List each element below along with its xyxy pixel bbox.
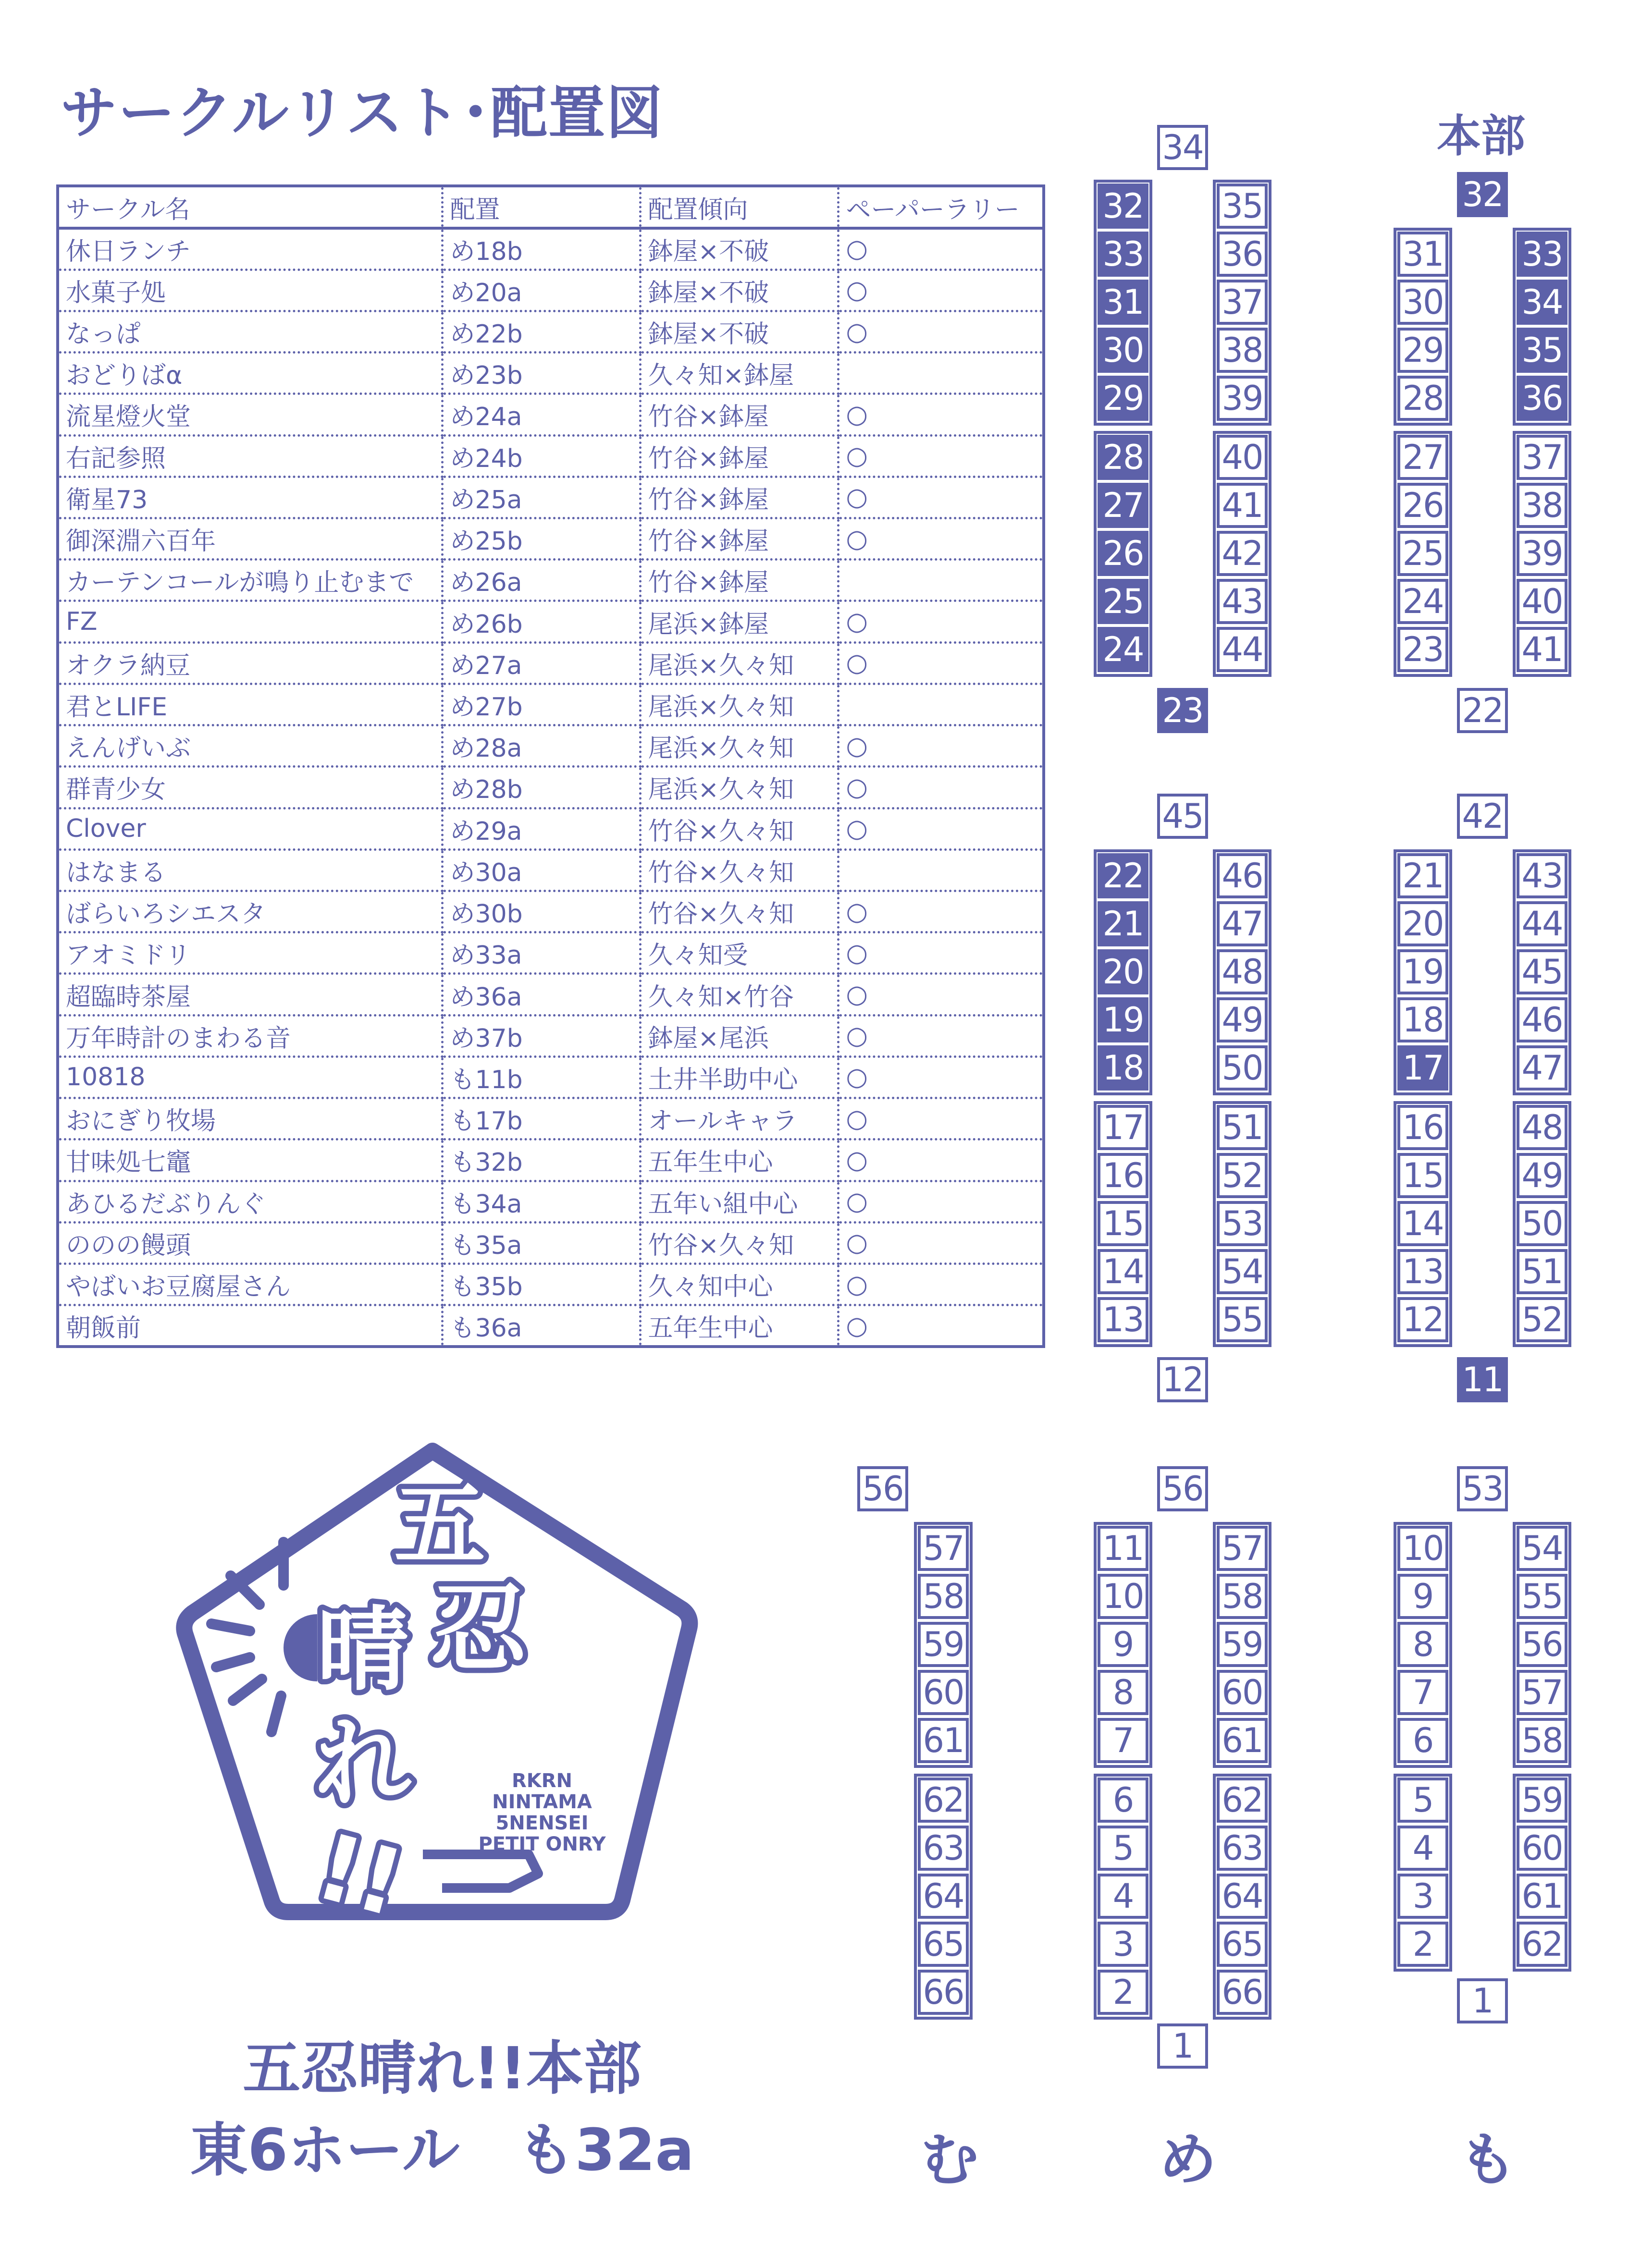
row-pairing: 鉢屋×不破 (640, 270, 838, 311)
logo (173, 1432, 730, 1984)
row-placement: め25a (442, 477, 640, 518)
row-placement: も35a (442, 1222, 640, 1263)
booth-me-upper-31: 31 (1098, 280, 1148, 325)
row-circle-name: 御深淵六百年 (58, 518, 442, 560)
row-paper-rally: ○ (838, 932, 1044, 974)
row-placement: め28b (442, 767, 640, 808)
booth-me-lower-5: 5 (1098, 1826, 1148, 1871)
booth-me-upper-25: 25 (1098, 579, 1148, 624)
row-placement: め22b (442, 311, 640, 352)
row-circle-name: えんげいぶ (58, 725, 442, 767)
row-paper-rally: ○ (838, 477, 1044, 518)
table-row (58, 270, 1044, 311)
row-circle-name: やばいお豆腐屋さん (58, 1263, 442, 1305)
booth-mu-lower-56: 56 (857, 1466, 908, 1511)
booth-me-middle-51: 51 (1217, 1105, 1268, 1150)
table-row (58, 1181, 1044, 1222)
row-paper-rally: ○ (838, 601, 1044, 642)
row-circle-name: アオミドリ (58, 932, 442, 974)
row-placement: め24b (442, 435, 640, 477)
booth-mo-lower-8: 8 (1397, 1622, 1448, 1667)
row-pairing: 鉢屋×不破 (640, 311, 838, 352)
booth-mo-lower-1: 1 (1457, 1978, 1508, 2023)
booth-mo-middle-47: 47 (1517, 1045, 1567, 1091)
booth-me-lower-59: 59 (1217, 1622, 1268, 1667)
row-paper-rally: ○ (838, 1263, 1044, 1305)
booth-mo-lower-5: 5 (1397, 1778, 1448, 1823)
booth-me-middle-18: 18 (1098, 1045, 1148, 1091)
booth-me-upper-41: 41 (1217, 483, 1268, 528)
header-paper-rally: ペーパーラリー (838, 186, 1044, 228)
booth-me-lower-11: 11 (1098, 1526, 1148, 1571)
booth-mo-lower-54: 54 (1517, 1526, 1567, 1571)
table-row (58, 311, 1044, 352)
booth-mo-lower-57: 57 (1517, 1670, 1567, 1715)
booth-me-middle-19: 19 (1098, 997, 1148, 1042)
booth-me-lower-65: 65 (1217, 1922, 1268, 1967)
table-row (58, 1140, 1044, 1181)
booth-mo-upper-31: 31 (1397, 232, 1448, 277)
booth-mu-lower-61: 61 (918, 1718, 969, 1763)
booth-mo-upper-36: 36 (1517, 376, 1567, 421)
table-row (58, 1098, 1044, 1140)
row-circle-name: 衛星73 (58, 477, 442, 518)
row-paper-rally: ○ (838, 311, 1044, 352)
table-row (58, 974, 1044, 1015)
row-placement: め20a (442, 270, 640, 311)
row-paper-rally (838, 849, 1044, 891)
row-pairing: 竹谷×久々知 (640, 891, 838, 932)
booth-mo-upper-26: 26 (1397, 483, 1448, 528)
booth-me-lower-9: 9 (1098, 1622, 1148, 1667)
row-placement: も32b (442, 1140, 640, 1181)
table-row (58, 394, 1044, 435)
booth-me-upper-32: 32 (1098, 184, 1148, 229)
booth-mo-middle-46: 46 (1517, 997, 1567, 1042)
booth-me-middle-47: 47 (1217, 901, 1268, 946)
booth-me-middle-53: 53 (1217, 1201, 1268, 1246)
row-pairing: 竹谷×鉢屋 (640, 477, 838, 518)
row-pairing: 尾浜×久々知 (640, 725, 838, 767)
row-pairing: 竹谷×鉢屋 (640, 435, 838, 477)
row-pairing: 尾浜×久々知 (640, 684, 838, 725)
row-placement: も34a (442, 1181, 640, 1222)
row-circle-name: あひるだぶりんぐ (58, 1181, 442, 1222)
booth-mo-middle-12: 12 (1397, 1297, 1448, 1342)
booth-me-upper-44: 44 (1217, 627, 1268, 672)
row-placement: も11b (442, 1056, 640, 1098)
header-pairing: 配置傾向 (640, 186, 838, 228)
booth-mo-middle-18: 18 (1397, 997, 1448, 1042)
booth-me-middle-12: 12 (1157, 1357, 1208, 1402)
booth-mo-lower-10: 10 (1397, 1526, 1448, 1571)
row-placement: め27a (442, 642, 640, 684)
booth-mo-middle-15: 15 (1397, 1153, 1448, 1198)
row-pairing: 鉢屋×尾浜 (640, 1015, 838, 1056)
row-paper-rally: ○ (838, 1056, 1044, 1098)
booth-me-lower-10: 10 (1098, 1574, 1148, 1619)
booth-me-middle-14: 14 (1098, 1249, 1148, 1294)
booth-me-upper-30: 30 (1098, 328, 1148, 373)
booth-mo-upper-30: 30 (1397, 280, 1448, 325)
booth-mo-upper-23: 23 (1397, 627, 1448, 672)
row-placement: め28a (442, 725, 640, 767)
booth-mo-upper-40: 40 (1517, 579, 1567, 624)
table-row (58, 932, 1044, 974)
row-pairing: 竹谷×鉢屋 (640, 394, 838, 435)
column-label-mo: も (1459, 2127, 1517, 2194)
logo-exclaim: !! (306, 1813, 414, 1937)
booth-me-lower-63: 63 (1217, 1826, 1268, 1871)
booth-mo-upper-39: 39 (1517, 531, 1567, 576)
booth-me-middle-13: 13 (1098, 1297, 1148, 1342)
booth-mo-upper-25: 25 (1397, 531, 1448, 576)
booth-me-middle-20: 20 (1098, 949, 1148, 994)
row-circle-name: 水菓子処 (58, 270, 442, 311)
row-placement: め30a (442, 849, 640, 891)
booth-mo-lower-53: 53 (1457, 1466, 1508, 1511)
row-placement: め24a (442, 394, 640, 435)
sun-half-disc (284, 1614, 317, 1681)
logo-sub-line-4: PETIT ONRY (478, 1833, 606, 1855)
row-pairing: 五年生中心 (640, 1140, 838, 1181)
row-pairing: 鉢屋×不破 (640, 228, 838, 270)
row-circle-name: ばらいろシエスタ (58, 891, 442, 932)
booth-mo-middle-11: 11 (1457, 1357, 1508, 1402)
row-circle-name: ののの饅頭 (58, 1222, 442, 1263)
row-pairing: 五年い組中心 (640, 1181, 838, 1222)
booth-me-lower-8: 8 (1098, 1670, 1148, 1715)
row-paper-rally: ○ (838, 642, 1044, 684)
row-pairing: 土井半助中心 (640, 1056, 838, 1098)
row-placement: め37b (442, 1015, 640, 1056)
logo-char-go: 五 (394, 1472, 486, 1578)
row-paper-rally: ○ (838, 808, 1044, 849)
booth-me-lower-56: 56 (1157, 1466, 1208, 1511)
page-title: サークルリスト･配置図 (61, 80, 664, 146)
booth-mo-middle-48: 48 (1517, 1105, 1567, 1150)
row-placement: め33a (442, 932, 640, 974)
booth-mo-lower-59: 59 (1517, 1778, 1567, 1823)
booth-me-middle-21: 21 (1098, 901, 1148, 946)
booth-me-upper-42: 42 (1217, 531, 1268, 576)
row-paper-rally (838, 684, 1044, 725)
row-pairing: 久々知中心 (640, 1263, 838, 1305)
row-paper-rally: ○ (838, 518, 1044, 560)
booth-me-lower-57: 57 (1217, 1526, 1268, 1571)
row-placement: め29a (442, 808, 640, 849)
row-circle-name: おどりばα (58, 353, 442, 394)
row-circle-name: はなまる (58, 849, 442, 891)
booth-mo-middle-52: 52 (1517, 1297, 1567, 1342)
booth-me-middle-55: 55 (1217, 1297, 1268, 1342)
booth-me-lower-60: 60 (1217, 1670, 1268, 1715)
booth-mu-lower-65: 65 (918, 1922, 969, 1967)
booth-me-lower-4: 4 (1098, 1874, 1148, 1919)
table-row (58, 767, 1044, 808)
booth-mo-lower-3: 3 (1397, 1874, 1448, 1919)
booth-me-middle-15: 15 (1098, 1201, 1148, 1246)
booth-mo-upper-29: 29 (1397, 328, 1448, 373)
booth-me-lower-1: 1 (1157, 2023, 1208, 2069)
booth-mo-middle-49: 49 (1517, 1153, 1567, 1198)
booth-me-middle-22: 22 (1098, 853, 1148, 898)
row-circle-name: オクラ納豆 (58, 642, 442, 684)
row-circle-name: Clover (58, 808, 442, 849)
logo-char-nin: 忍 (430, 1573, 527, 1685)
booth-mu-lower-63: 63 (918, 1826, 969, 1871)
booth-mu-lower-59: 59 (918, 1622, 969, 1667)
booth-mo-middle-19: 19 (1397, 949, 1448, 994)
booth-mo-lower-56: 56 (1517, 1622, 1567, 1667)
row-pairing: 竹谷×久々知 (640, 1222, 838, 1263)
booth-me-lower-62: 62 (1217, 1778, 1268, 1823)
row-placement: め25b (442, 518, 640, 560)
table-row (58, 684, 1044, 725)
row-pairing: 尾浜×久々知 (640, 767, 838, 808)
booth-mo-upper-28: 28 (1397, 376, 1448, 421)
row-pairing: 尾浜×鉢屋 (640, 601, 838, 642)
row-pairing: 尾浜×久々知 (640, 642, 838, 684)
logo-char-re: れ (314, 1708, 411, 1820)
booth-mo-upper-35: 35 (1517, 328, 1567, 373)
table-row (58, 353, 1044, 394)
booth-me-middle-16: 16 (1098, 1153, 1148, 1198)
booth-mo-upper-41: 41 (1517, 627, 1567, 672)
row-pairing: 竹谷×久々知 (640, 808, 838, 849)
row-placement: め18b (442, 228, 640, 270)
booth-me-upper-35: 35 (1217, 184, 1268, 229)
row-paper-rally: ○ (838, 228, 1044, 270)
table-row (58, 435, 1044, 477)
row-circle-name: おにぎり牧場 (58, 1098, 442, 1140)
booth-me-upper-37: 37 (1217, 280, 1268, 325)
row-paper-rally: ○ (838, 1015, 1044, 1056)
booth-mo-middle-50: 50 (1517, 1201, 1567, 1246)
table-row (58, 477, 1044, 518)
row-circle-name: 君とLIFE (58, 684, 442, 725)
row-pairing: 久々知×竹谷 (640, 974, 838, 1015)
booth-mo-middle-45: 45 (1517, 949, 1567, 994)
row-placement: め30b (442, 891, 640, 932)
table-row (58, 601, 1044, 642)
booth-mo-middle-51: 51 (1517, 1249, 1567, 1294)
booth-mo-middle-17: 17 (1397, 1045, 1448, 1091)
booth-me-middle-49: 49 (1217, 997, 1268, 1042)
row-paper-rally (838, 560, 1044, 601)
hq-location: 東6ホール も32a (190, 2117, 694, 2184)
row-pairing: 竹谷×鉢屋 (640, 518, 838, 560)
row-placement: め27b (442, 684, 640, 725)
row-placement: め23b (442, 353, 640, 394)
booth-mo-middle-44: 44 (1517, 901, 1567, 946)
row-paper-rally: ○ (838, 1305, 1044, 1347)
booth-mo-upper-24: 24 (1397, 579, 1448, 624)
table-row (58, 1222, 1044, 1263)
booth-me-middle-54: 54 (1217, 1249, 1268, 1294)
circle-list-table (56, 184, 1045, 1348)
booth-mo-upper-32: 32 (1457, 172, 1508, 217)
row-paper-rally: ○ (838, 1098, 1044, 1140)
booth-me-upper-43: 43 (1217, 579, 1268, 624)
booth-me-lower-6: 6 (1098, 1778, 1148, 1823)
row-circle-name: 超臨時茶屋 (58, 974, 442, 1015)
booth-mo-lower-7: 7 (1397, 1670, 1448, 1715)
table-header-row (58, 186, 1044, 228)
logo-wave-icon (423, 1854, 538, 1888)
row-paper-rally: ○ (838, 270, 1044, 311)
logo-sub-line-3: 5NENSEI (495, 1812, 589, 1834)
table-row (58, 891, 1044, 932)
row-circle-name: カーテンコールが鳴り止むまで (58, 560, 442, 601)
booth-me-middle-52: 52 (1217, 1153, 1268, 1198)
table-row (58, 1263, 1044, 1305)
booth-mo-lower-61: 61 (1517, 1874, 1567, 1919)
booth-mo-lower-55: 55 (1517, 1574, 1567, 1619)
booth-mu-lower-60: 60 (918, 1670, 969, 1715)
row-pairing: 久々知受 (640, 932, 838, 974)
header-circle-name: サークル名 (58, 186, 442, 228)
booth-mo-upper-33: 33 (1517, 232, 1567, 277)
row-pairing: オールキャラ (640, 1098, 838, 1140)
booth-me-lower-58: 58 (1217, 1574, 1268, 1619)
booth-mo-upper-22: 22 (1457, 688, 1508, 733)
table-row (58, 1056, 1044, 1098)
logo-char-hare: 晴 (317, 1597, 409, 1703)
row-circle-name: 10818 (58, 1056, 442, 1098)
booth-mu-lower-64: 64 (918, 1874, 969, 1919)
booth-mo-middle-21: 21 (1397, 853, 1448, 898)
booth-me-upper-36: 36 (1217, 232, 1268, 277)
row-pairing: 五年生中心 (640, 1305, 838, 1347)
row-circle-name: なっぱ (58, 311, 442, 352)
logo-sub-line-1: RKRN (511, 1770, 573, 1792)
booth-me-middle-17: 17 (1098, 1105, 1148, 1150)
booth-mu-lower-57: 57 (918, 1526, 969, 1571)
booth-mo-middle-14: 14 (1397, 1201, 1448, 1246)
booth-me-upper-33: 33 (1098, 232, 1148, 277)
table-row (58, 560, 1044, 601)
row-placement: め26b (442, 601, 640, 642)
table-row (58, 228, 1044, 270)
booth-me-upper-28: 28 (1098, 435, 1148, 480)
row-paper-rally: ○ (838, 767, 1044, 808)
booth-me-upper-38: 38 (1217, 328, 1268, 373)
hq-name: 五忍晴れ!!本部 (243, 2035, 642, 2102)
booth-mo-middle-43: 43 (1517, 853, 1567, 898)
row-paper-rally: ○ (838, 891, 1044, 932)
row-pairing: 竹谷×鉢屋 (640, 560, 838, 601)
row-circle-name: 朝飯前 (58, 1305, 442, 1347)
row-circle-name: 流星燈火堂 (58, 394, 442, 435)
booth-mo-lower-9: 9 (1397, 1574, 1448, 1619)
table-row (58, 518, 1044, 560)
row-circle-name: 甘味処七竈 (58, 1140, 442, 1181)
row-paper-rally (838, 353, 1044, 394)
booth-me-upper-29: 29 (1098, 376, 1148, 421)
booth-mo-lower-2: 2 (1397, 1922, 1448, 1967)
row-paper-rally: ○ (838, 725, 1044, 767)
booth-mo-upper-34: 34 (1517, 280, 1567, 325)
row-paper-rally: ○ (838, 394, 1044, 435)
booth-me-middle-50: 50 (1217, 1045, 1268, 1091)
booth-me-lower-7: 7 (1098, 1718, 1148, 1763)
booth-mu-lower-58: 58 (918, 1574, 969, 1619)
table-row (58, 1015, 1044, 1056)
booth-me-middle-46: 46 (1217, 853, 1268, 898)
booth-me-middle-48: 48 (1217, 949, 1268, 994)
row-paper-rally: ○ (838, 435, 1044, 477)
booth-me-lower-64: 64 (1217, 1874, 1268, 1919)
row-pairing: 久々知×鉢屋 (640, 353, 838, 394)
booth-mo-lower-4: 4 (1397, 1826, 1448, 1871)
row-placement: も36a (442, 1305, 640, 1347)
booth-me-middle-45: 45 (1157, 794, 1208, 839)
row-pairing: 竹谷×久々知 (640, 849, 838, 891)
row-paper-rally: ○ (838, 1181, 1044, 1222)
booth-me-upper-39: 39 (1217, 376, 1268, 421)
row-placement: め26a (442, 560, 640, 601)
row-circle-name: 万年時計のまわる音 (58, 1015, 442, 1056)
table-row (58, 642, 1044, 684)
booth-mu-lower-62: 62 (918, 1778, 969, 1823)
booth-me-upper-40: 40 (1217, 435, 1268, 480)
booth-me-lower-66: 66 (1217, 1970, 1268, 2015)
booth-mo-lower-6: 6 (1397, 1718, 1448, 1763)
row-placement: も35b (442, 1263, 640, 1305)
booth-mo-lower-60: 60 (1517, 1826, 1567, 1871)
booth-me-upper-23: 23 (1157, 688, 1208, 733)
booth-me-upper-24: 24 (1098, 627, 1148, 672)
row-circle-name: 右記参照 (58, 435, 442, 477)
row-placement: め36a (442, 974, 640, 1015)
row-paper-rally: ○ (838, 1140, 1044, 1181)
booth-mo-upper-38: 38 (1517, 483, 1567, 528)
booth-mo-upper-37: 37 (1517, 435, 1567, 480)
booth-mo-upper-27: 27 (1397, 435, 1448, 480)
booth-me-lower-3: 3 (1098, 1922, 1148, 1967)
row-circle-name: 群青少女 (58, 767, 442, 808)
booth-me-upper-27: 27 (1098, 483, 1148, 528)
booth-me-upper-34: 34 (1157, 125, 1208, 170)
booth-mo-middle-20: 20 (1397, 901, 1448, 946)
booth-mu-lower-66: 66 (918, 1970, 969, 2015)
booth-mo-lower-58: 58 (1517, 1718, 1567, 1763)
table-row (58, 808, 1044, 849)
booth-mo-middle-42: 42 (1457, 794, 1508, 839)
header-placement: 配置 (442, 186, 640, 228)
row-circle-name: FZ (58, 601, 442, 642)
honbu-label: 本部 (1437, 110, 1526, 162)
table-row (58, 1305, 1044, 1347)
table-row (58, 849, 1044, 891)
row-paper-rally: ○ (838, 1222, 1044, 1263)
column-label-mu: む (921, 2127, 978, 2194)
row-placement: も17b (442, 1098, 640, 1140)
row-circle-name: 休日ランチ (58, 228, 442, 270)
booth-mo-middle-16: 16 (1397, 1105, 1448, 1150)
table-row (58, 725, 1044, 767)
column-label-me: め (1159, 2127, 1217, 2194)
booth-mo-lower-62: 62 (1517, 1922, 1567, 1967)
booth-mo-middle-13: 13 (1397, 1249, 1448, 1294)
row-paper-rally: ○ (838, 974, 1044, 1015)
booth-me-lower-61: 61 (1217, 1718, 1268, 1763)
booth-me-lower-2: 2 (1098, 1970, 1148, 2015)
booth-me-upper-26: 26 (1098, 531, 1148, 576)
logo-sub-line-2: NINTAMA (492, 1791, 592, 1813)
